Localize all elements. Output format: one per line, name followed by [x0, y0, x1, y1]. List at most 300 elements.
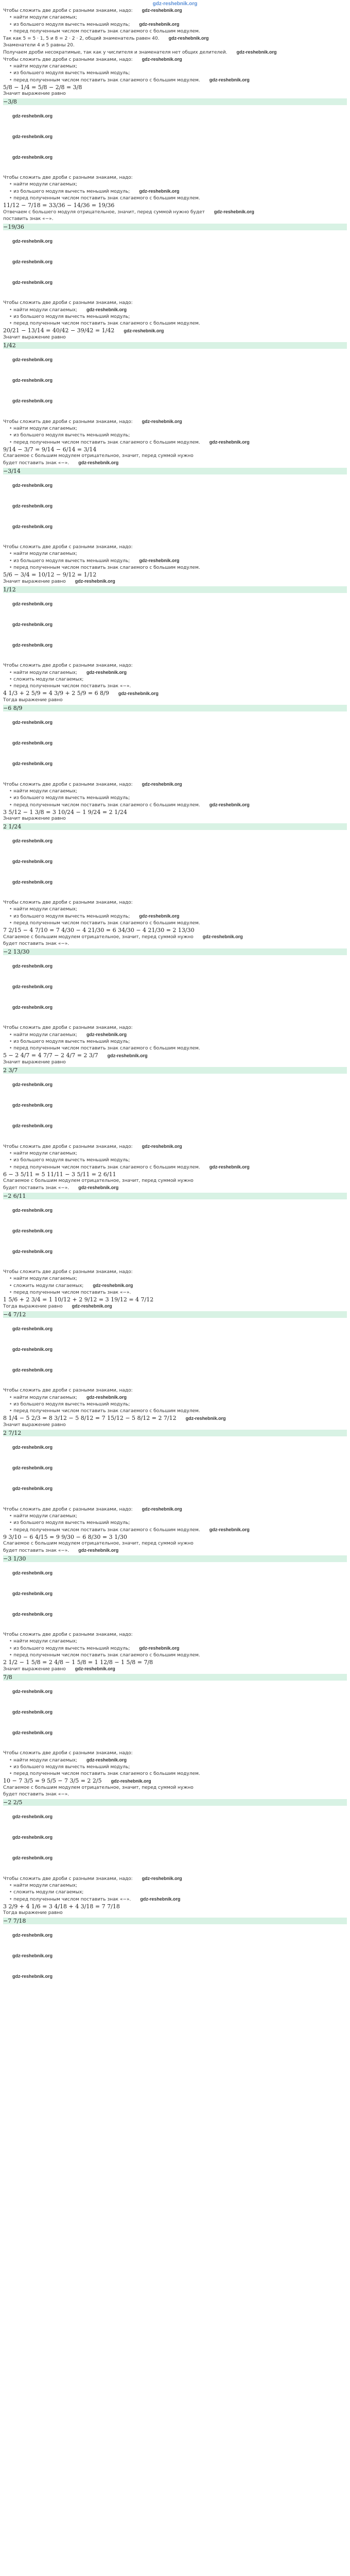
text-line: • из большего модуля вычесть меньший модуль;	[3, 1520, 347, 1527]
text-line: • перед полученным числом поставить знак слагаемого с большим модулем. gdz-reshebnik.org	[3, 439, 347, 446]
spacer-line	[3, 1207, 347, 1214]
spacer-line	[3, 391, 347, 398]
watermark: gdz-reshebnik.org	[12, 134, 53, 139]
intro-line: • перед полученным числом поставить знак слагаемого с большим модулем.	[3, 28, 347, 35]
math-line: 1 5/6 + 2 3/4 = 1 10/12 + 2 9/12 = 3 19/12 = 4 7/12	[3, 1296, 154, 1303]
watermark: gdz-reshebnik.org	[12, 398, 53, 403]
watermark: gdz-reshebnik.org	[12, 740, 53, 745]
spacer-line	[3, 1939, 347, 1946]
solution-block	[3, 1875, 347, 1924]
spacer-line	[3, 1485, 347, 1493]
spacer-line	[3, 1472, 347, 1479]
watermark: gdz-reshebnik.org	[12, 483, 53, 488]
watermark: gdz-reshebnik.org	[12, 357, 53, 362]
text-line: Чтобы сложить две дроби с разными знаками, надо:	[3, 900, 133, 905]
answer-line: −4 7/12	[3, 1311, 347, 1318]
text-line: • найти модули слагаемых; gdz-reshebnik.org	[3, 1757, 347, 1764]
watermark: gdz-reshebnik.org	[12, 503, 53, 509]
watermark: gdz-reshebnik.org	[142, 57, 182, 62]
text-line: Чтобы сложить две дроби с разными знаками, надо:	[3, 545, 133, 550]
text-line: Значит выражение равно gdz-reshebnik.org	[3, 579, 115, 584]
text-line: Чтобы сложить две дроби с разными знаками, надо: gdz-reshebnik.org	[3, 1876, 182, 1882]
answer-line: 7/8	[3, 1674, 347, 1681]
text-line: Значит выражение равно	[3, 91, 66, 96]
spacer-line	[3, 1682, 347, 1688]
spacer-line	[3, 1869, 347, 1875]
watermark: gdz-reshebnik.org	[75, 1666, 115, 1671]
intro-line: • найти модули слагаемых;	[3, 14, 347, 21]
spacer-line	[3, 168, 347, 175]
watermark: gdz-reshebnik.org	[142, 8, 182, 13]
text-line: • из большего модуля вычесть меньший модуль; gdz-reshebnik.org	[3, 913, 347, 920]
spacer-line	[3, 1346, 347, 1353]
text-line: • сложить модули слагаемых;	[3, 676, 347, 683]
math-line: 7 2/15 − 4 7/10 = 7 4/30 − 4 21/30 = 6 34/30 − 4 21/30 = 2 13/30	[3, 927, 195, 934]
watermark: gdz-reshebnik.org	[214, 209, 254, 214]
spacer-line	[3, 231, 347, 238]
watermark: gdz-reshebnik.org	[142, 1876, 182, 1881]
spacer-line	[3, 1130, 347, 1137]
spacer-line	[3, 133, 347, 141]
text-line: • найти модули слагаемых;	[3, 1513, 347, 1520]
spacer-line	[3, 1855, 347, 1862]
solution-block	[3, 175, 347, 230]
watermark: gdz-reshebnik.org	[142, 419, 182, 424]
spacer-line	[3, 350, 347, 357]
spacer-line	[3, 621, 347, 629]
spacer-line	[3, 649, 347, 656]
spacer-line	[3, 594, 347, 601]
spacer-line	[3, 517, 347, 523]
math-line: 5/8 − 1/4 = 5/8 − 2/8 = 3/8	[3, 84, 82, 91]
spacer-line	[3, 1102, 347, 1109]
spacer-line	[3, 1563, 347, 1570]
answer-line: −6 8/9	[3, 705, 347, 711]
watermark: gdz-reshebnik.org	[12, 1933, 53, 1938]
spacer-line	[3, 1499, 347, 1506]
spacer-line	[3, 1011, 347, 1018]
watermark: gdz-reshebnik.org	[12, 761, 53, 766]
spacer-line	[3, 370, 347, 377]
intro-line: Чтобы сложить две дроби с разными знаками, надо: gdz-reshebnik.org	[3, 8, 182, 13]
answer-line: −3/14	[3, 468, 347, 474]
spacer-line	[3, 642, 347, 649]
spacer-line	[3, 127, 347, 133]
text-line: Чтобы сложить две дроби с разными знаками, надо:	[3, 1025, 133, 1030]
spacer-line	[3, 293, 347, 300]
text-line: • найти модули слагаемых; gdz-reshebnik.org	[3, 669, 347, 676]
spacer-line	[3, 1841, 347, 1848]
watermark: gdz-reshebnik.org	[139, 913, 180, 919]
spacer-line	[3, 608, 347, 615]
text-line: Тогда выражение равно gdz-reshebnik.org	[3, 1303, 112, 1309]
text-line: • из большего модуля вычесть меньший модуль; gdz-reshebnik.org	[3, 188, 347, 195]
spacer-line	[3, 1004, 347, 1011]
spacer-line	[3, 893, 347, 900]
watermark: gdz-reshebnik.org	[12, 1709, 53, 1715]
spacer-line	[3, 1458, 347, 1465]
watermark: gdz-reshebnik.org	[12, 1445, 53, 1450]
spacer-line	[3, 412, 347, 418]
answer-line: −2 13/30	[3, 948, 347, 955]
spacer-line	[3, 866, 347, 872]
spacer-line	[3, 1702, 347, 1709]
watermark: gdz-reshebnik.org	[12, 1082, 53, 1087]
spacer-line	[3, 977, 347, 984]
watermark: gdz-reshebnik.org	[12, 378, 53, 383]
watermark: gdz-reshebnik.org	[168, 36, 209, 41]
watermark: gdz-reshebnik.org	[12, 524, 53, 529]
text-line: Чтобы сложить две дроби с разными знаками, надо: gdz-reshebnik.org	[3, 1144, 182, 1149]
spacer-line	[3, 886, 347, 893]
watermark: gdz-reshebnik.org	[75, 579, 115, 584]
watermark: gdz-reshebnik.org	[12, 859, 53, 864]
spacer-line	[3, 1967, 347, 1973]
spacer-line	[3, 1319, 347, 1326]
spacer-line	[3, 398, 347, 405]
text-line: • найти модули слагаемых;	[3, 906, 347, 913]
text-line: Тогда выражение равно	[3, 698, 63, 703]
math-line: 5/6 − 3/4 = 10/12 − 9/12 = 1/12	[3, 571, 97, 578]
watermark: gdz-reshebnik.org	[12, 239, 53, 244]
solution-block	[3, 544, 347, 593]
answer-line: −7 7/18	[3, 1918, 347, 1924]
spacer-line	[3, 858, 347, 866]
spacer-line	[3, 1925, 347, 1932]
solution-block	[3, 781, 347, 830]
spacer-line	[3, 726, 347, 733]
spacer-line	[3, 1696, 347, 1702]
watermark: gdz-reshebnik.org	[86, 1395, 127, 1400]
spacer-line	[3, 970, 347, 977]
watermark: gdz-reshebnik.org	[12, 1208, 53, 1213]
spacer-line	[3, 1807, 347, 1814]
text-line: Чтобы сложить две дроби с разными знаками, надо:	[3, 175, 133, 180]
spacer-line	[3, 768, 347, 774]
spacer-line	[3, 252, 347, 259]
spacer-line	[3, 1214, 347, 1221]
text-line: • перед полученным числом поставить знак слагаемого с большим модулем.	[3, 565, 347, 571]
watermark: gdz-reshebnik.org	[12, 113, 53, 118]
watermark: gdz-reshebnik.org	[12, 963, 53, 969]
text-line: Значит выражение равно	[3, 1060, 66, 1065]
math-line: 11/12 − 7/18 = 33/36 − 14/36 = 19/36	[3, 202, 115, 209]
math-line: 2 1/2 − 1 5/8 = 2 4/8 − 1 5/8 = 1 12/8 − 1 5/8 = 7/8	[3, 1659, 153, 1666]
answer-line: −3 1/30	[3, 1555, 347, 1562]
text-line: • перед полученным числом поставить знак слагаемого с большим модулем. gdz-reshebnik.org	[3, 1527, 347, 1534]
spacer-line	[3, 1953, 347, 1960]
watermark: gdz-reshebnik.org	[142, 782, 182, 787]
spacer-line	[3, 273, 347, 279]
text-line: Значит выражение равно gdz-reshebnik.org	[3, 1666, 115, 1672]
spacer-line	[3, 747, 347, 754]
spacer-line	[3, 629, 347, 635]
watermark: gdz-reshebnik.org	[12, 1465, 53, 1470]
spacer-line	[3, 377, 347, 384]
spacer-line	[3, 1262, 347, 1269]
watermark: gdz-reshebnik.org	[12, 1730, 53, 1735]
text-line: Чтобы сложить две дроби с разными знаками, надо: gdz-reshebnik.org	[3, 1506, 182, 1512]
spacer-line	[3, 1862, 347, 1869]
watermark: gdz-reshebnik.org	[139, 189, 180, 194]
spacer-line	[3, 1444, 347, 1451]
text-line: поставить знак «−».	[3, 216, 54, 222]
spacer-line	[3, 615, 347, 621]
watermark: gdz-reshebnik.org	[86, 1757, 127, 1762]
watermark: gdz-reshebnik.org	[12, 280, 53, 285]
spacer-line	[3, 1451, 347, 1458]
spacer-line	[3, 1584, 347, 1590]
spacer-line	[3, 1333, 347, 1340]
spacer-line	[3, 496, 347, 503]
spacer-line	[3, 1577, 347, 1584]
text-line: • найти модули слагаемых;	[3, 426, 347, 432]
watermark: gdz-reshebnik.org	[12, 1835, 53, 1840]
watermark: gdz-reshebnik.org	[12, 1814, 53, 1819]
spacer-line	[3, 1200, 347, 1207]
text-line: Слагаемое с большим модулем отрицательное, значит, перед суммой нужно	[3, 453, 194, 459]
spacer-line	[3, 476, 347, 482]
spacer-line	[3, 1437, 347, 1444]
spacer-line	[3, 1604, 347, 1611]
watermark: gdz-reshebnik.org	[72, 1303, 112, 1309]
spacer-line	[3, 1834, 347, 1841]
intro-line: Знаменатели 4 и 5 равны 20.	[3, 43, 75, 48]
text-line: Чтобы сложить две дроби с разными знаками, надо:	[3, 1388, 133, 1393]
spacer-line	[3, 740, 347, 747]
spacer-line	[3, 154, 347, 161]
text-line: Значит выражение равно	[3, 816, 66, 821]
text-line: Тогда выражение равно	[3, 1910, 63, 1916]
answer-line: −3/8	[3, 98, 347, 105]
text-line: • из большего модуля вычесть меньший модуль; gdz-reshebnik.org	[3, 557, 347, 565]
spacer-line	[3, 991, 347, 997]
text-line: • из большего модуля вычесть меньший модуль; gdz-reshebnik.org	[3, 1645, 347, 1652]
watermark: gdz-reshebnik.org	[86, 307, 127, 312]
watermark: gdz-reshebnik.org	[12, 1953, 53, 1958]
text-line: будет поставить знак «−». gdz-reshebnik.org	[3, 1548, 119, 1553]
spacer-line	[3, 1611, 347, 1618]
solution-block	[3, 56, 347, 105]
text-line: Чтобы сложить две дроби с разными знаками, надо: gdz-reshebnik.org	[3, 782, 182, 787]
spacer-line	[3, 1360, 347, 1367]
watermark: gdz-reshebnik.org	[12, 1570, 53, 1575]
text-line: • из большего модуля вычесть меньший модуль;	[3, 432, 347, 439]
text-line: будет поставить знак «−». gdz-reshebnik.org	[3, 1185, 119, 1191]
spacer-line	[3, 1570, 347, 1577]
watermark: gdz-reshebnik.org	[139, 1646, 180, 1651]
spacer-line	[3, 1737, 347, 1743]
spacer-line	[3, 831, 347, 838]
text-line: • перед полученным числом поставить знак слагаемого с большим модулем.	[3, 920, 347, 927]
spacer-line	[3, 286, 347, 293]
solution-block	[3, 900, 347, 955]
text-line: будет поставить знак «−».	[3, 941, 69, 946]
watermark: gdz-reshebnik.org	[12, 642, 53, 648]
spacer-line	[3, 1821, 347, 1827]
watermark: gdz-reshebnik.org	[209, 1164, 250, 1170]
spacer-line	[3, 956, 347, 963]
text-line: • из большего модуля вычесть меньший модуль;	[3, 70, 347, 77]
text-line: будет поставить знак «−».	[3, 1792, 69, 1797]
text-line: Слагаемое с большим модулем отрицательное, значит, перед суммой нужно	[3, 1178, 194, 1183]
watermark: gdz-reshebnik.org	[209, 1527, 250, 1532]
text-line: • перед полученным числом поставить знак «−».	[3, 1290, 347, 1296]
solution-content	[3, 7, 347, 1994]
watermark: gdz-reshebnik.org	[12, 1326, 53, 1331]
spacer-line	[3, 1987, 347, 1994]
watermark: gdz-reshebnik.org	[12, 879, 53, 885]
text-line: • найти модули слагаемых;	[3, 1150, 347, 1157]
spacer-line	[3, 1688, 347, 1696]
watermark: gdz-reshebnik.org	[12, 1367, 53, 1372]
text-line: Чтобы сложить две дроби с разными знаками, надо:	[3, 300, 133, 306]
watermark: gdz-reshebnik.org	[12, 1249, 53, 1254]
watermark: gdz-reshebnik.org	[107, 1053, 148, 1058]
spacer-line	[3, 1980, 347, 1987]
spacer-line	[3, 1618, 347, 1625]
watermark: gdz-reshebnik.org	[12, 1689, 53, 1694]
math-line: 9/14 − 3/7 = 9/14 − 6/14 = 3/14	[3, 446, 97, 453]
solution-block	[3, 418, 347, 474]
watermark: gdz-reshebnik.org	[111, 1778, 151, 1784]
math-line: 20/21 − 13/14 = 40/42 − 39/42 = 1/42 gdz-reshebnik.org	[3, 327, 164, 334]
text-line: Чтобы сложить две дроби с разными знаками, надо:	[3, 1269, 133, 1275]
text-line: Чтобы сложить две дроби с разными знаками, надо: gdz-reshebnik.org	[3, 419, 182, 425]
watermark: gdz-reshebnik.org	[12, 155, 53, 160]
watermark: gdz-reshebnik.org	[236, 49, 277, 55]
text-line: • перед полученным числом поставить знак слагаемого с большим модулем. gdz-reshebnik.org	[3, 77, 347, 84]
answer-line: 2 7/12	[3, 1430, 347, 1436]
text-line: • найти модули слагаемых;	[3, 1883, 347, 1889]
solution-block	[3, 300, 347, 349]
spacer-line	[3, 384, 347, 391]
spacer-line	[3, 1946, 347, 1953]
watermark: gdz-reshebnik.org	[12, 720, 53, 725]
spacer-line	[3, 760, 347, 768]
spacer-line	[3, 1590, 347, 1598]
text-line: Чтобы сложить две дроби с разными знаками, надо: gdz-reshebnik.org	[3, 57, 182, 62]
spacer-line	[3, 1827, 347, 1834]
text-line: • найти модули слагаемых; gdz-reshebnik.org	[3, 307, 347, 314]
spacer-line	[3, 879, 347, 886]
spacer-line	[3, 963, 347, 970]
spacer-line	[3, 147, 347, 154]
spacer-line	[3, 1716, 347, 1723]
spacer-line	[3, 1973, 347, 1980]
spacer-line	[3, 1848, 347, 1855]
math-line: 5 − 2 4/7 = 4 7/7 − 2 4/7 = 2 3/7 gdz-reshebnik.org	[3, 1052, 148, 1059]
spacer-line	[3, 1340, 347, 1346]
math-line: 8 1/4 − 5 2/3 = 8 3/12 − 5 8/12 = 7 15/12 − 5 8/12 = 2 7/12 gdz-reshebnik.org	[3, 1415, 226, 1421]
watermark: gdz-reshebnik.org	[12, 1347, 53, 1352]
spacer-line	[3, 1089, 347, 1095]
answer-line: −2 2/5	[3, 1799, 347, 1806]
spacer-line	[3, 1625, 347, 1632]
text-line: Значит выражение равно	[3, 335, 66, 340]
spacer-line	[3, 405, 347, 412]
watermark: gdz-reshebnik.org	[78, 1548, 119, 1553]
spacer-line	[3, 259, 347, 266]
answer-line: 2 1/24	[3, 823, 347, 830]
text-line: • сложить модули слагаемых; gdz-reshebnik.org	[3, 1282, 347, 1290]
spacer-line	[3, 1018, 347, 1025]
watermark: gdz-reshebnik.org	[12, 1486, 53, 1491]
math-line: 6 − 3 5/11 = 5 11/11 − 3 5/11 = 2 6/11	[3, 1171, 116, 1178]
spacer-line	[3, 537, 347, 544]
spacer-line	[3, 266, 347, 273]
solution-block	[3, 663, 347, 711]
spacer-line	[3, 1367, 347, 1374]
watermark: gdz-reshebnik.org	[86, 670, 127, 675]
watermark: gdz-reshebnik.org	[78, 460, 119, 465]
spacer-line	[3, 1221, 347, 1228]
text-line: Слагаемое с большим модулем отрицательное, значит, перед суммой нужно gdz-reshebnik.org	[3, 934, 243, 940]
top-watermark: gdz-reshebnik.org	[152, 1, 198, 7]
text-line: • найти модули слагаемых;	[3, 788, 347, 795]
text-line: Чтобы сложить две дроби с разными знаками, надо:	[3, 1751, 133, 1756]
solution-block	[3, 1750, 347, 1806]
text-line: • из большего модуля вычесть меньший модуль;	[3, 1157, 347, 1164]
spacer-line	[3, 141, 347, 147]
spacer-line	[3, 113, 347, 120]
text-line: • из большего модуля вычесть меньший модуль;	[3, 1764, 347, 1771]
text-line: • из большего модуля вычесть меньший модуль;	[3, 314, 347, 320]
watermark: gdz-reshebnik.org	[124, 328, 164, 333]
spacer-line	[3, 984, 347, 991]
text-line: • из большего модуля вычесть меньший модуль;	[3, 795, 347, 802]
solution-block	[3, 1269, 347, 1318]
watermark: gdz-reshebnik.org	[118, 691, 159, 696]
text-line: Значит выражение равно	[3, 1422, 66, 1428]
text-line: • перед полученным числом поставить знак слагаемого с большим модулем.	[3, 1652, 347, 1659]
spacer-line	[3, 852, 347, 858]
spacer-line	[3, 713, 347, 719]
spacer-line	[3, 510, 347, 517]
text-line: • найти модули слагаемых;	[3, 1276, 347, 1282]
answer-line: 2 3/7	[3, 1067, 347, 1074]
watermark: gdz-reshebnik.org	[209, 77, 250, 82]
watermark: gdz-reshebnik.org	[142, 1506, 182, 1512]
watermark: gdz-reshebnik.org	[12, 1005, 53, 1010]
spacer-line	[3, 1743, 347, 1750]
spacer-line	[3, 1081, 347, 1089]
watermark: gdz-reshebnik.org	[12, 984, 53, 989]
spacer-line	[3, 482, 347, 489]
watermark: gdz-reshebnik.org	[139, 558, 180, 563]
spacer-line	[3, 279, 347, 286]
solution-block	[3, 1387, 347, 1436]
spacer-line	[3, 1932, 347, 1939]
answer-line: −19/36	[3, 224, 347, 230]
spacer-line	[3, 1137, 347, 1143]
spacer-line	[3, 1326, 347, 1333]
spacer-line	[3, 1465, 347, 1472]
text-line: Отвечаем с большего модуля отрицательное, значит, перед суммой нужно будет gdz-reshebnik.org	[3, 209, 254, 215]
spacer-line	[3, 872, 347, 879]
text-line: • найти модули слагаемых;	[3, 181, 347, 188]
text-line: • перед полученным числом поставить знак слагаемого с большим модулем.	[3, 1408, 347, 1415]
text-line: • перед полученным числом поставить знак слагаемого с большим модулем.	[3, 195, 347, 202]
intro-line: Получаем дроби несократимые, так как у числителя и знаменателя нет общих делителей. gdz-reshebnik.org	[3, 49, 277, 55]
spacer-line	[3, 1353, 347, 1360]
text-line: • из большего модуля вычесть меньший модуль;	[3, 1039, 347, 1045]
spacer-line	[3, 120, 347, 127]
intro-line: • из большего модуля вычесть меньший модуль; gdz-reshebnik.org	[3, 21, 347, 28]
watermark: gdz-reshebnik.org	[12, 601, 53, 606]
spacer-line	[3, 357, 347, 364]
watermark: gdz-reshebnik.org	[209, 802, 250, 807]
